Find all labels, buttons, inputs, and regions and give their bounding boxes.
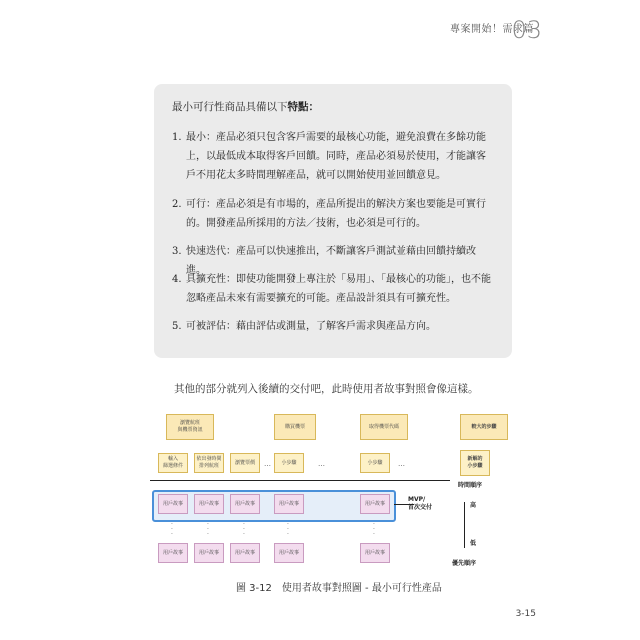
task-box: 依出發時間 排列航班 [194,453,224,473]
callout-title [172,99,319,114]
feature-item-1 [172,128,497,185]
vertical-ellipsis: · · · [373,521,375,538]
body-paragraph: 其他的部分就列入後續的交付吧，此時使用者故事對照會像這樣。 [174,383,479,395]
task-box: 輸入 篩選條件 [158,453,188,473]
ellipsis: … [318,460,325,468]
priority-low-label: 低 [470,540,477,547]
story-box: 用戶故事 [194,494,224,514]
priority-label: 優先順序 [452,560,477,567]
mvp-label: MVP/ 首次交付 [408,496,433,511]
task-box: 瀏覽票價 [230,453,260,473]
callout-title-bold: 特點： [287,101,319,113]
callout-title-prefix: 最小可行性商品具備以下 [172,101,288,113]
task-box: 小步驟 [274,453,304,473]
vertical-ellipsis: · · · [243,521,245,538]
story-box: 用戶故事 [230,494,260,514]
story-map-diagram [150,410,510,580]
item-number: 5. [172,321,182,332]
story-box: 用戶故事 [194,543,224,563]
mvp-features-callout [154,84,512,358]
activity-box: 取得機票代碼 [360,414,408,440]
item-text: 快速迭代：產品可以快速推出，不斷讓客戶測試並藉由回饋持續改進。 [186,246,476,276]
chapter-number: 03 [511,16,542,44]
task-box: 小步驟 [360,453,390,473]
activity-box: 瀏覽航班 與機票資訊 [166,414,214,440]
feature-item-4 [172,270,497,308]
ellipsis: … [398,460,405,468]
page-number: 3-15 [515,609,536,619]
vertical-ellipsis: · · · [207,521,209,538]
chapter-title: 專案開始！需求篇 [450,24,534,35]
time-axis-line [150,480,450,481]
time-order-label: 時間順序 [458,482,483,489]
story-box: 用戶故事 [360,543,390,563]
legend-new-step: 新解的 小步驟 [460,450,490,476]
story-box: 用戶故事 [360,494,390,514]
story-box: 用戶故事 [274,543,304,563]
story-box: 用戶故事 [230,543,260,563]
vertical-ellipsis: · · · [171,521,173,538]
item-text: 具擴充性：即使功能開發上專注於「易用」、「最核心的功能」，也不能忽略產品未來有需要擴充的可能。產品設計須具有可擴充性。 [186,274,491,304]
feature-item-2 [172,195,497,233]
story-box: 用戶故事 [158,494,188,514]
item-text: 可被評估：藉由評估或測量，了解客戶需求與產品方向。 [186,321,436,332]
item-number: 1. [172,132,182,143]
activity-box: 購買機票 [274,414,316,440]
priority-axis-line [464,502,465,548]
item-number: 4. [172,274,182,285]
figure-caption: 圖 3-12 使用者故事對照圖 - 最小可行性產品 [236,583,442,594]
item-text: 可行：產品必須是有市場的，產品所提出的解決方案也要能是可實行的。開發產品所採用的方法／技術，也必須是可行的。 [186,199,486,229]
story-box: 用戶故事 [158,543,188,563]
ellipsis: … [264,460,271,468]
legend-big-step: 較大的步驟 [460,414,508,440]
item-number: 3. [172,246,182,257]
feature-item-5 [172,317,497,336]
item-text: 最小：產品必須只包含客戶需要的最核心功能，避免浪費在多餘功能上，以最低成本取得客戶回饋。同時，產品必須易於使用，才能讓客戶不用花太多時間理解產品，就可以開始使用並回饋意見。 [186,132,486,181]
story-box: 用戶故事 [274,494,304,514]
vertical-ellipsis: · · · [287,521,289,538]
priority-high-label: 高 [470,502,477,509]
item-number: 2. [172,199,182,210]
